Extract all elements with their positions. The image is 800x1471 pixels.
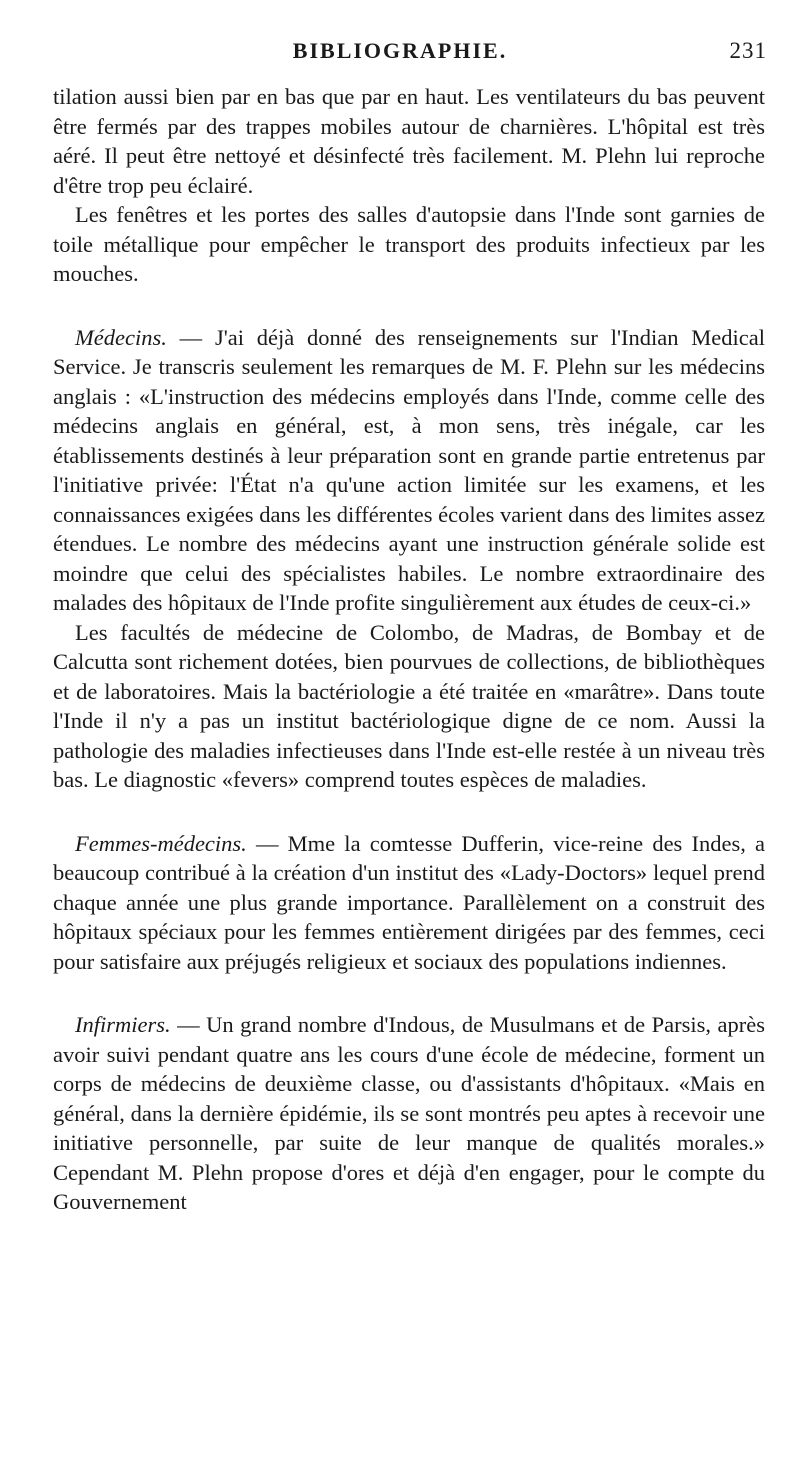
running-head	[0, 38, 800, 78]
running-title: BIBLIOGRAPHIE.	[292, 38, 508, 63]
paragraph-ventilation	[53, 82, 765, 200]
paragraph-text: Les facultés de médecine de Colombo, de Madras, de Bombay et de Calcutta sont richement dotées, bien pourvues de collections, de bibliothèques et de laboratoires. Mais la bactériologie a été traitée en «marâtre». Dans toute l'Inde il n'y a pas un institut bactériologique digne de ce nom. Aussi la pathologie des maladies infectieuses dans l'Inde est-elle restée à un niveau très bas. Le diagnostic «fevers» comprend toutes espèces de maladies.	[53, 619, 765, 792]
body-text	[53, 82, 765, 1217]
paragraph-text: — Un grand nombre d'Indous, de Musulmans et de Parsis, après avoir suivi pendant quatre ans les cours d'une école de médecine, forment un corps de médecins de deuxième classe, ou d'assistants d'hôpitaux. «Mais en général, dans la dernière épidémie, ils se sont montrés peu aptes à recevoir une initiative personnelle, par suite de leur manque de qualités morales.» Cependant M. Plehn propose d'ores et déjà d'en engager, pour le compte du Gouvernement	[53, 1012, 765, 1214]
paragraph-femmes-medecins	[53, 829, 765, 977]
paragraph-infirmiers	[53, 1010, 765, 1217]
paragraph-text: — J'ai déjà donné des renseignements sur l'Indian Medical Service. Je transcris seulement les remarques de M. F. Plehn sur les médecins anglais : «L'instruction des médecins employés dans l'Inde, comme celle des médecins anglais en général, est, à mon sens, très inégale, car les établissements destinés à leur préparation sont en grande partie entretenus par l'initiative privée: l'État n'a qu'une action limitée sur les examens, et les connaissances exigées dans les différentes écoles varient dans des limites assez étendues. Le nombre des médecins ayant une instruction générale solide est moindre que celui des spécialistes habiles. Le nombre extraordinaire des malades des hôpitaux de l'Inde profite singulièrement aux études de ceux-ci.»	[53, 324, 765, 615]
paragraph-facultes	[53, 618, 765, 795]
paragraph-text: tilation aussi bien par en bas que par en haut. Les ventilateurs du bas peuvent être fermés par des trappes mobiles autour de charnières. L'hôpital est très aéré. Il peut être nettoyé et désinfecté très facilement. M. Plehn lui reproche d'être trop peu éclairé.	[53, 84, 765, 198]
paragraph-autopsy-rooms	[53, 200, 765, 289]
section-lead-medecins: Médecins.	[75, 324, 167, 350]
page-number: 231	[729, 38, 767, 63]
section-lead-infirmiers: Infirmiers.	[75, 1012, 171, 1037]
section-lead-femmes-medecins: Femmes-médecins.	[75, 830, 247, 856]
paragraph-text: — Mme la comtesse Dufferin, vice-reine des Indes, a beaucoup contribué à la création d'un institut des «Lady-Doctors» lequel prend chaque année une plus grande importance. Parallèlement on a construit des hôpitaux spéciaux pour les femmes entièrement dirigées par des femmes, ceci pour satisfaire aux préjugés religieux et sociaux des populations indiennes.	[53, 830, 765, 974]
paragraph-medecins	[53, 323, 765, 618]
paragraph-text: Les fenêtres et les portes des salles d'autopsie dans l'Inde sont garnies de toile métallique pour empêcher le transport des produits infectieux par les mouches.	[53, 202, 765, 286]
